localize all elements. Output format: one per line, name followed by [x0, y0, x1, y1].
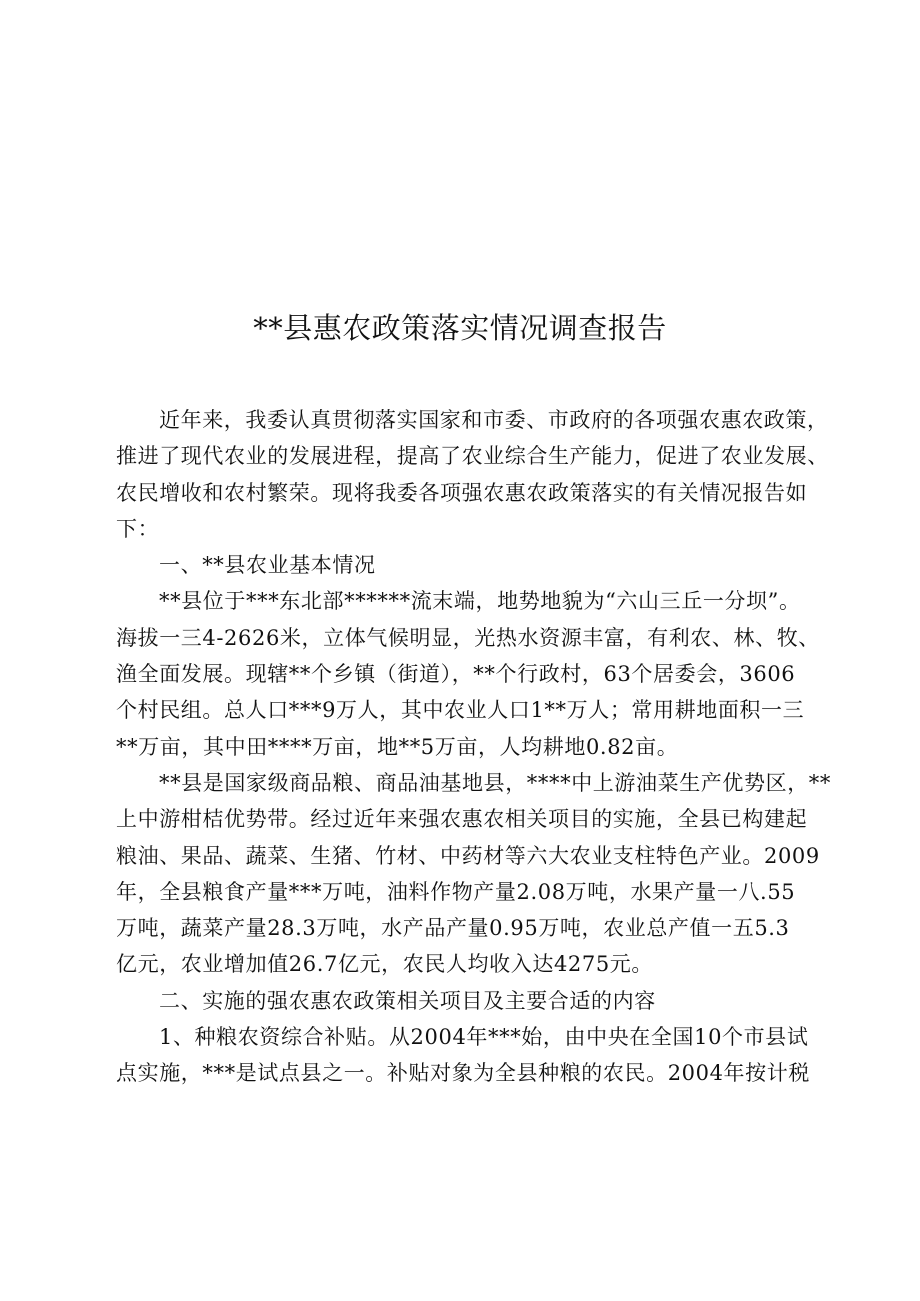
- paragraph-line: 亿元，农业增加值26.7亿元，农民人均收入达4275元。: [116, 952, 653, 977]
- paragraph-line: **县是国家级商品粮、商品油基地县，****中上游油菜生产优势区，**: [159, 770, 831, 795]
- paragraph-line: 近年来，我委认真贯彻落实国家和市委、市政府的各项强农惠农政策，: [159, 408, 829, 432]
- paragraph-line: 海拔一三4-2626米，立体气候明显，光热水资源丰富，有利农、林、牧、: [116, 625, 820, 650]
- paragraph-line: **县位于***东北部******流末端，地势地貌为“六山三丘一分坝”。: [159, 589, 801, 614]
- paragraph-line: 粮油、果品、蔬菜、生猪、竹材、中药材等六大农业支柱特色产业。2009: [116, 843, 820, 868]
- paragraph-line: 万吨，蔬菜产量28.3万吨，水产品产量0.95万吨，农业总产值一五5.3: [116, 916, 790, 941]
- document-title: **县惠农政策落实情况调查报告: [253, 311, 667, 345]
- paragraph-line: 上中游柑桔优势带。经过近年来强农惠农相关项目的实施，全县已构建起: [116, 807, 808, 832]
- paragraph-line: 渔全面发展。现辖**个乡镇（街道），**个行政村，63个居委会，3606: [116, 662, 796, 687]
- paragraph-line: **万亩，其中田****万亩，地**5万亩，人均耕地0.82亩。: [116, 734, 679, 759]
- section-heading: 一、**县农业基本情况: [159, 553, 376, 578]
- paragraph-line: 推进了现代农业的发展进程，提高了农业综合生产能力，促进了农业发展、: [116, 444, 829, 469]
- paragraph-line: 下：: [116, 516, 160, 541]
- paragraph-line: 农民增收和农村繁荣。现将我委各项强农惠农政策落实的有关情况报告如: [116, 480, 808, 505]
- paragraph-line: 点实施，***是试点县之一。补贴对象为全县种粮的农民。2004年按计税: [116, 1061, 810, 1086]
- section-heading: 二、实施的强农惠农政策相关项目及主要合适的内容: [159, 988, 656, 1013]
- paragraph-line: 1、种粮农资综合补贴。从2004年***始，由中央在全国10个市县试: [159, 1025, 809, 1050]
- paragraph-line: 个村民组。总人口***9万人，其中农业人口1**万人；常用耕地面积一三: [116, 698, 805, 723]
- document-body: [116, 402, 831, 1092]
- paragraph-line: 年，全县粮食产量***万吨，油料作物产量2.08万吨，水果产量一八.55: [116, 879, 796, 904]
